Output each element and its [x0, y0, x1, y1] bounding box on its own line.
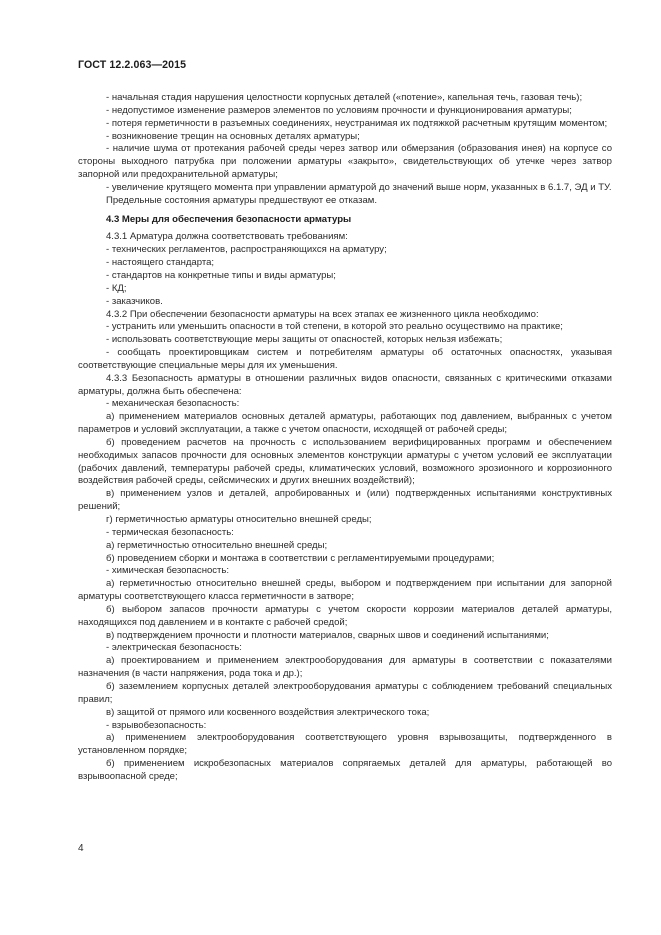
list-item: - использовать соответствующие меры защиты от опасностей, которых нельзя избежать; [106, 334, 503, 346]
section-heading: 4.3 Меры для обеспечения безопасности арматуры [106, 213, 352, 225]
list-item: в) применением узлов и деталей, апробированных и (или) подтвержденных испытаниями конструктивных решений; [78, 488, 612, 513]
list-item: а) герметичностью относительно внешней среды, выбором и подтверждением при испытании для запорной арматуры соответствующего класса герметичности в затворе; [78, 578, 612, 603]
list-item: б) заземлением корпусных деталей электрооборудования арматуры с соблюдением требований специальных правил; [78, 680, 612, 705]
list-item: б) проведением расчетов на прочность с использованием верифицированных программ и обеспечением необходимых запасов прочности для основных элементов конструкции арматуры с учетом условий ее эксплуатации (рабочих давлений, температуры рабочей среды, климатических условий, возможного эрозионного и коррозионного воздействия рабочей среды, сейсмических и других внешних воздействий); [78, 436, 612, 487]
list-item: - увеличение крутящего момента при управлении арматурой до значений выше норм, указанных в 6.1.7, ЭД и ТУ. [106, 181, 612, 193]
paragraph: Предельные состояния арматуры предшествуют ее отказам. [106, 194, 377, 206]
list-item: - заказчиков. [106, 295, 163, 307]
list-item: - устранить или уменьшить опасности в той степени, в которой это реально осуществимо на практике; [106, 321, 563, 333]
list-item: б) выбором запасов прочности арматуры с учетом скорости коррозии материалов деталей арматуры, находящихся под давлением и в контакте с рабочей средой; [78, 603, 612, 628]
page-number: 4 [78, 843, 84, 854]
list-item: - недопустимое изменение размеров элементов по условиям прочности и функционирования арматуры; [106, 104, 572, 116]
list-item: в) подтверждением прочности и плотности материалов, сварных швов и соединений испытаниями; [106, 629, 549, 641]
list-item: - наличие шума от протекания рабочей среды через затвор или обмерзания (образования инея) на корпусе со стороны выходного патрубка при положении арматуры «закрыто», свидетельствующих об утечке через затвор запорной или предохранительной арматуры; [78, 143, 612, 181]
list-item: а) применением электрооборудования соответствующего уровня взрывозащиты, подтвержденного в установленном порядке; [78, 732, 612, 757]
body-text [78, 92, 612, 784]
list-item: г) герметичностью арматуры относительно внешней среды; [106, 514, 372, 525]
list-item: б) проведением сборки и монтажа в соответствии с регламентируемыми процедурами; [106, 552, 495, 564]
list-item: - механическая безопасность: [106, 398, 240, 410]
list-item: - взрывобезопасность: [106, 719, 207, 731]
list-item: - возникновение трещин на основных деталях арматуры; [106, 130, 360, 142]
list-item: а) герметичностью относительно внешней среды; [106, 539, 328, 551]
list-item: - электрическая безопасность: [106, 642, 242, 654]
list-item: б) применением искробезопасных материалов сопрягаемых деталей для арматуры, работающей во взрывоопасной среде; [78, 758, 612, 782]
list-item: - стандартов на конкретные типы и виды арматуры; [106, 269, 336, 281]
list-item: в) защитой от прямого или косвенного воздействия электрического тока; [106, 706, 430, 718]
list-item: - настоящего стандарта; [106, 257, 215, 269]
list-item: - термическая безопасность: [106, 526, 234, 538]
list-item: - сообщать проектировщикам систем и потребителям арматуры об остаточных опасностях, указывая соответствующие специальные меры для их уменьшения. [78, 347, 612, 371]
paragraph: 4.3.2 При обеспечении безопасности арматуры на всех этапах ее жизненного цикла необходимо: [106, 308, 539, 320]
paragraph: 4.3.3 Безопасность арматуры в отношении различных видов опасности, связанных с критическими отказами арматуры, должна быть обеспечена: [78, 372, 612, 397]
list-item: а) проектированием и применением электрооборудования для арматуры в соответствии с показателями назначения (в части напряжения, рода тока и др.); [78, 655, 612, 680]
document-header: ГОСТ 12.2.063—2015 [78, 59, 187, 71]
paragraph: 4.3.1 Арматура должна соответствовать требованиям: [106, 231, 348, 243]
list-item: - КД; [106, 282, 127, 294]
list-item: а) применением материалов основных деталей арматуры, работающих под давлением, выбранных с учетом параметров и условий эксплуатации, а также с учетом опасности, исходящей от рабочей среды; [78, 411, 612, 436]
list-item: - начальная стадия нарушения целостности корпусных деталей («потение», капельная течь, газовая течь); [106, 92, 583, 103]
list-item: - химическая безопасность: [106, 565, 230, 577]
list-item: - технических регламентов, распространяющихся на арматуру; [106, 244, 387, 256]
list-item: - потеря герметичности в разъемных соединениях, неустранимая их подтяжкой расчетным крутящим моментом; [106, 117, 608, 129]
